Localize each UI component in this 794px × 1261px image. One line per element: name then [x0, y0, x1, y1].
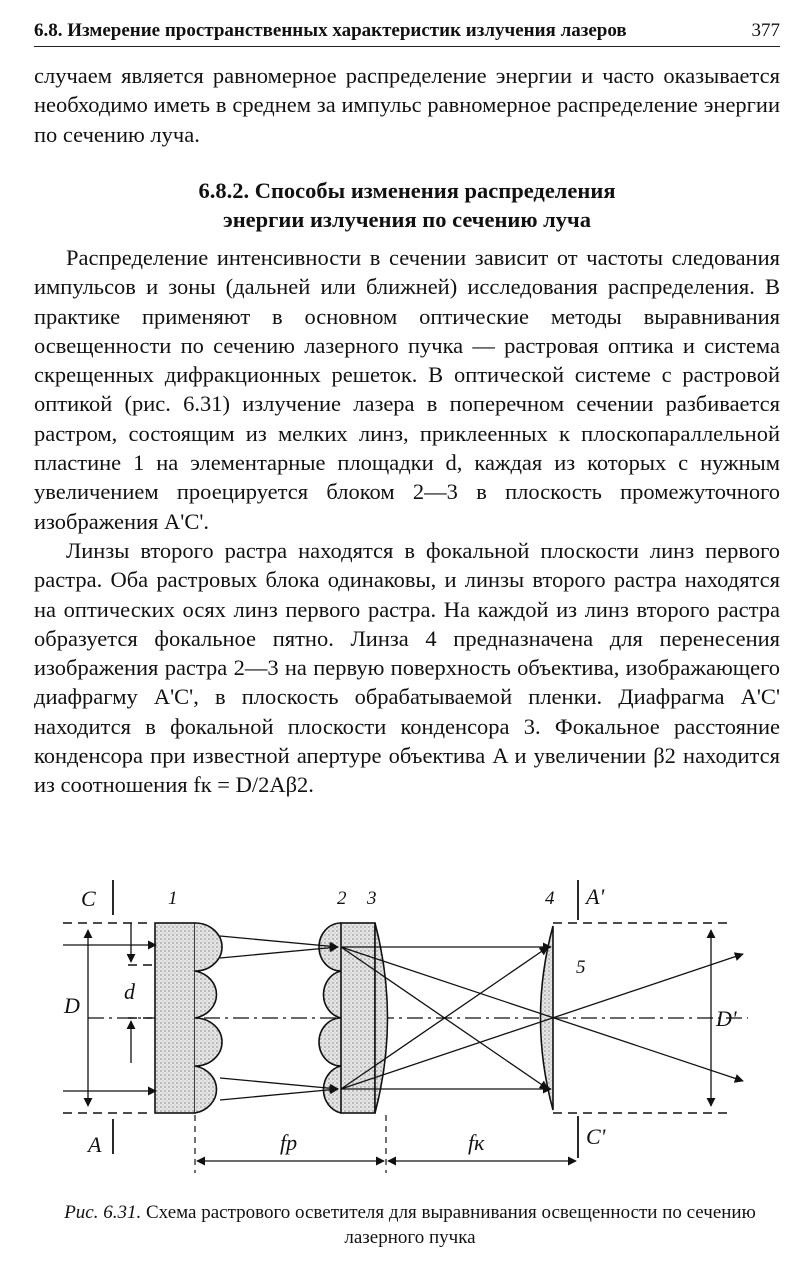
label-4: 4 — [545, 888, 555, 909]
label-D-prime: D' — [716, 1006, 737, 1031]
label-D: D — [64, 993, 80, 1018]
intro-paragraph: случаем является равномерное распределение энергии и часто оказывается необходимо иметь в среднем за импульс равномерное распределение энергии по сечению луча. — [34, 63, 780, 147]
label-A-prime: A' — [586, 884, 605, 909]
page-number: 377 — [751, 20, 780, 41]
label-A: A — [88, 1132, 102, 1157]
figure-raster-illuminator — [48, 878, 768, 1178]
body-paragraph-1: Распределение интенсивности в сечении зависит от частоты следования импульсов и зоны (дальней или ближней) исследования распределения. В практике применяют в основном оптические методы выравнивания освещенности по сечению лазерного пучка — растровая оптика и система скрещенных дифракционных решеток. В оптической системе с растровой оптикой (рис. 6.31) излучение лазера в поперечном сечении разбивается растром, состоящим из мелких линз, приклеенных к плоскопараллельной пластине 1 на элементарные площадки d, каждая из которых с нужным увеличением проецируется блоком 2—3 в плоскость промежуточного изображения A'C'. — [34, 245, 780, 534]
intro-paragraph-block — [34, 61, 780, 149]
body-text — [34, 243, 780, 800]
caption-label: Рис. 6.31. — [64, 1202, 142, 1223]
label-1: 1 — [168, 888, 178, 909]
section-heading-line2: энергии излучения по сечению луча — [223, 207, 591, 232]
label-C-prime: C' — [586, 1124, 606, 1149]
label-fp: fр — [280, 1130, 298, 1155]
section-heading-line1: 6.8.2. Способы изменения распределения — [198, 178, 616, 203]
label-5: 5 — [576, 957, 586, 978]
label-C: C — [81, 886, 96, 911]
label-3: 3 — [367, 888, 377, 909]
label-fk: fк — [468, 1130, 485, 1155]
section-heading — [34, 176, 780, 234]
running-header — [34, 18, 780, 47]
body-paragraph-2: Линзы второго растра находятся в фокальной плоскости линз первого растра. Оба растровых блока одинаковы, и линзы второго растра находятся на оптических осях линз первого растра. На каждой из линз второго растра образуется фокальное пятно. Линза 4 предназначена для перенесения изображения растра 2—3 на первую поверхность объектива, изображающего диафрагму A'C', в плоскость обрабатываемой пленки. Диафрагма A'C' находится в фокальной плоскости конденсора 3. Фокальное расстояние конденсора при известной апертуре объектива A и увеличении β2 находится из соотношения fк = D/2Aβ2. — [34, 537, 780, 798]
figure-caption — [40, 1200, 780, 1250]
optical-scheme-diagram — [48, 878, 768, 1178]
label-d: d — [124, 979, 135, 1004]
label-2: 2 — [337, 888, 347, 909]
running-header-title: 6.8. Измерение пространственных характеристик излучения лазеров — [34, 20, 627, 41]
caption-text: Схема растрового осветителя для выравнивания освещенности по сечению лазерного пучка — [146, 1202, 756, 1248]
